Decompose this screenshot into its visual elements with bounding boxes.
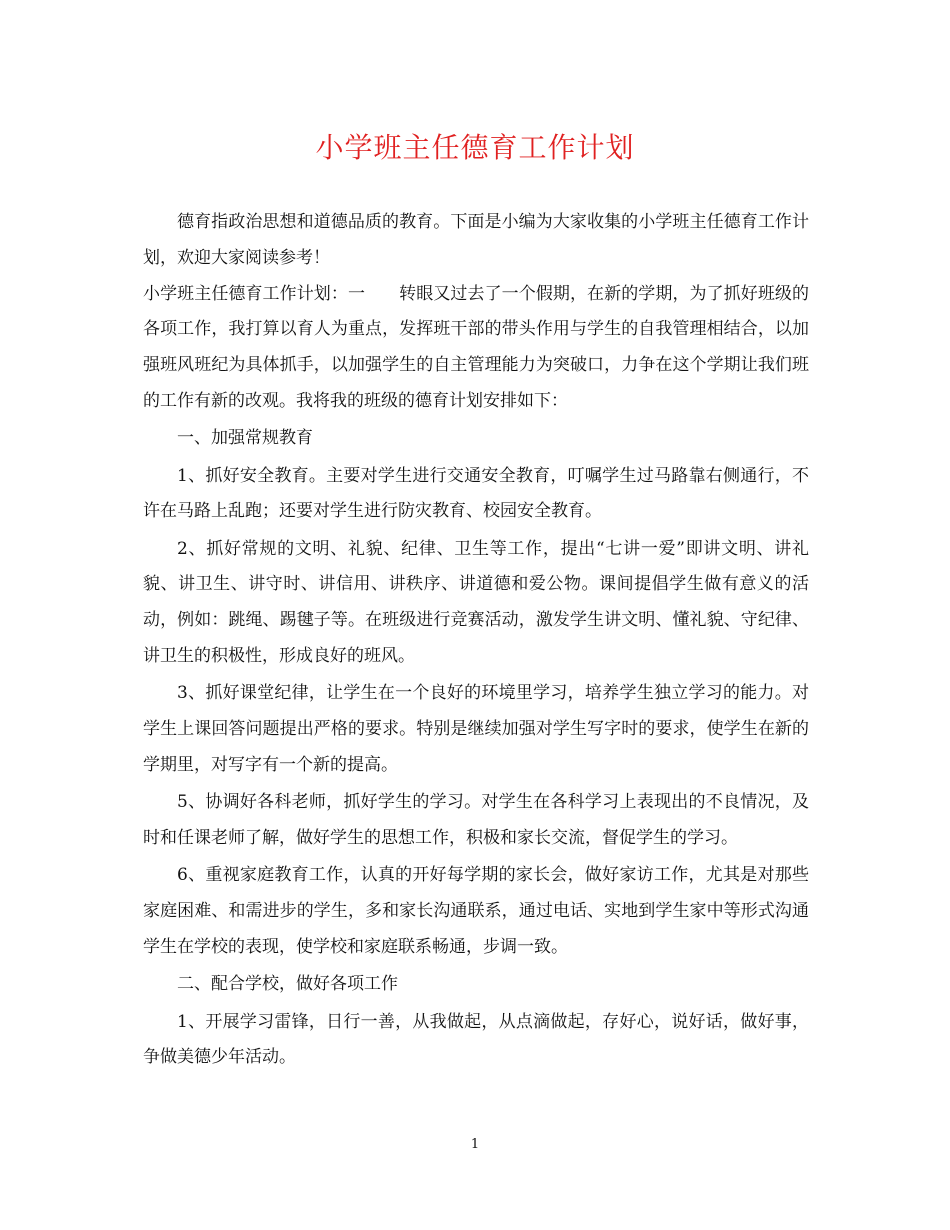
paragraph-item-classroom-discipline: 3、抓好课堂纪律，让学生在一个良好的环境里学习，培养学生独立学习的能力。对学生上课回答问题提出严格的要求。特别是继续加强对学生写字时的要求，使学生在新的学期里，对写字有一个新的提高。 bbox=[143, 683, 809, 775]
section-heading-cooperate-school: 二、配合学校，做好各项工作 bbox=[177, 974, 398, 995]
document-title: 小学班主任德育工作计划 bbox=[315, 131, 635, 164]
paragraph-intro: 德育指政治思想和道德品质的教育。下面是小编为大家收集的小学班主任德育工作计划，欢迎大家阅读参考！ bbox=[143, 212, 809, 268]
paragraph-plan-one-opening: 小学班主任德育工作计划：一 转眼又过去了一个假期，在新的学期，为了抓好班级的各项工作，我打算以育人为重点，发挥班干部的带头作用与学生的自我管理相结合，以加强班风班纪为具体抓手，以加强学生的自主管理能力为突破口，力争在这个学期让我们班的工作有新的改观。我将我的班级的德育计划安排如下： bbox=[143, 283, 809, 411]
section-heading-routine-education: 一、加强常规教育 bbox=[177, 428, 313, 449]
paragraph-item-family-education: 6、重视家庭教育工作，认真的开好每学期的家长会，做好家访工作，尤其是对那些家庭困难、和需进步的学生，多和家长沟通联系，通过电话、实地到学生家中等形式沟通学生在学校的表现，使学校和家庭联系畅通，步调一致。 bbox=[143, 865, 809, 957]
paragraph-item-coordinate-teachers: 5、协调好各科老师，抓好学生的学习。对学生在各科学习上表现出的不良情况，及时和任课老师了解，做好学生的思想工作，积极和家长交流，督促学生的学习。 bbox=[143, 792, 809, 849]
paragraph-item-civility: 2、抓好常规的文明、礼貌、纪律、卫生等工作，提出“七讲一爱”即讲文明、讲礼貌、讲卫生、讲守时、讲信用、讲秩序、讲道德和爱公物。课间提倡学生做有意义的活动，例如：跳绳、踢毽子等。在班级进行竞赛活动，激发学生讲文明、懂礼貌、守纪律、讲卫生的积极性，形成良好的班风。 bbox=[143, 538, 809, 667]
page-number: 1 bbox=[470, 1137, 480, 1152]
document-body bbox=[143, 205, 809, 1076]
paragraph-item-safety: 1、抓好安全教育。主要对学生进行交通安全教育，叮嘱学生过马路靠右侧通行，不许在马路上乱跑；还要对学生进行防灾教育、校园安全教育。 bbox=[143, 465, 809, 522]
paragraph-item-learn-leifeng: 1、开展学习雷锋，日行一善，从我做起，从点滴做起，存好心，说好话，做好事，争做美德少年活动。 bbox=[143, 1011, 809, 1068]
